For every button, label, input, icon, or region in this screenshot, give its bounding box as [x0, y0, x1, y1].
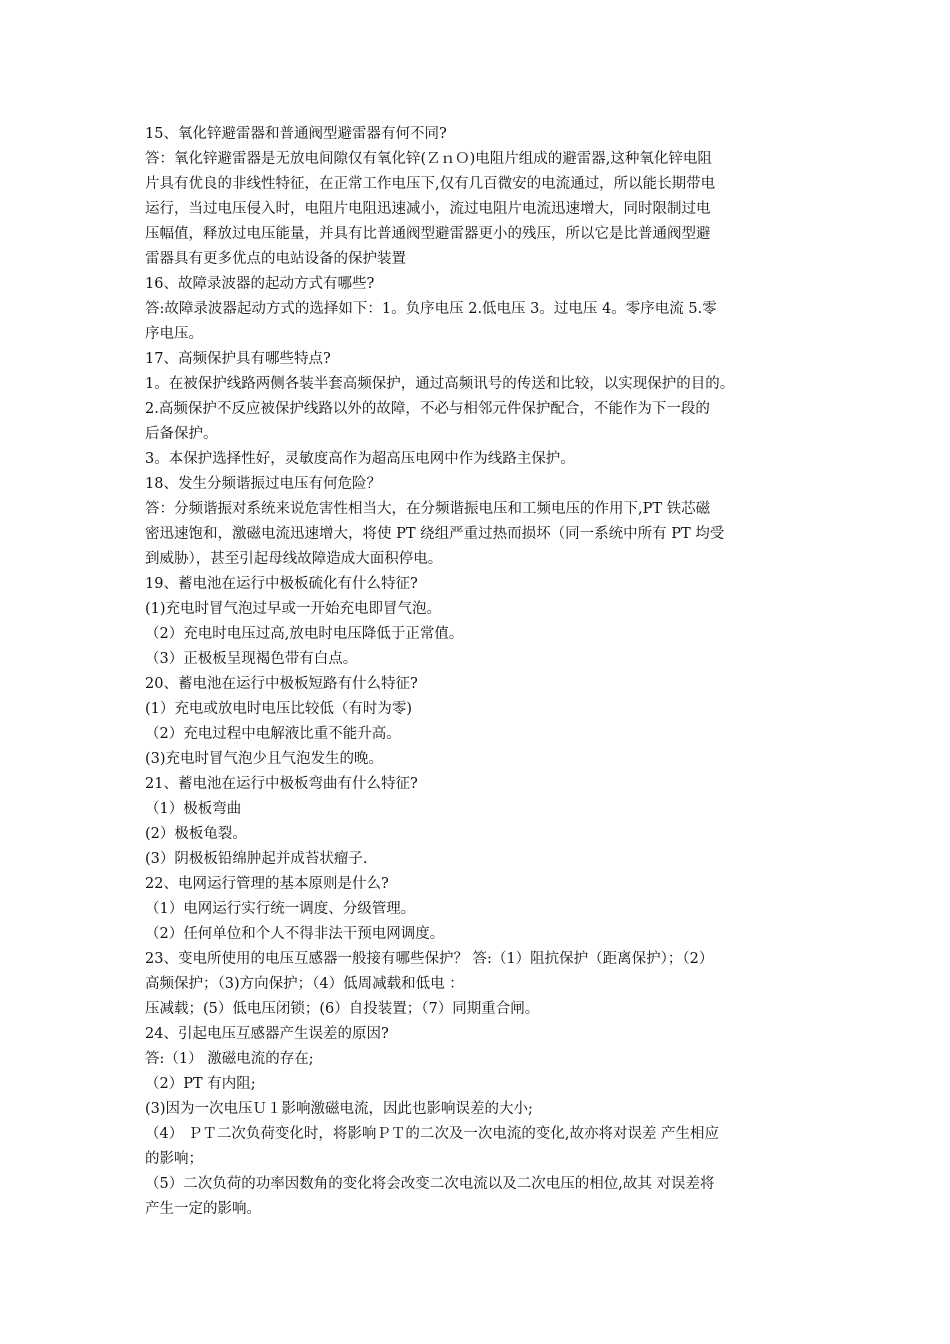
text-line: 压幅值，释放过电压能量，并具有比普通阀型避雷器更小的残压，所以它是比普通阀型避 — [145, 226, 711, 242]
text-line: 15、氧化锌避雷器和普通阀型避雷器有何不同? — [145, 126, 447, 142]
text-line: (3)因为一次电压Ｕ１影响激磁电流，因此也影响误差的大小; — [145, 1101, 533, 1117]
text-line: 产生一定的影响。 — [145, 1201, 261, 1217]
text-line: （3）正极板呈现褐色带有白点。 — [145, 651, 358, 667]
text-line: (1）充电或放电时电压比较低（有时为零) — [145, 701, 413, 717]
text-line: 3。本保护选择性好，灵敏度高作为超高压电网中作为线路主保护。 — [145, 451, 575, 467]
text-line: 2.高频保护不反应被保护线路以外的故障，不必与相邻元件保护配合，不能作为下一段的 — [145, 401, 710, 417]
text-line: 19、蓄电池在运行中极板硫化有什么特征? — [145, 576, 418, 592]
text-line: 雷器具有更多优点的电站设备的保护装置 — [145, 251, 406, 267]
text-line: （2）PT 有内阻; — [145, 1076, 256, 1092]
text-line: (3）阴极板铅绵肿起并成苔状瘤子. — [145, 851, 368, 867]
text-line: 后备保护。 — [145, 426, 218, 442]
text-line: 21、蓄电池在运行中极板弯曲有什么特征? — [145, 776, 418, 792]
text-line: （2）任何单位和个人不得非法干预电网调度。 — [145, 926, 445, 942]
text-line: (2）极板龟裂。 — [145, 826, 247, 842]
text-line: 22、电网运行管理的基本原则是什么? — [145, 876, 389, 892]
text-line: 24、引起电压互感器产生误差的原因? — [145, 1026, 389, 1042]
text-line: 1。在被保护线路两侧各装半套高频保护，通过高频讯号的传送和比较，以实现保护的目的。 — [145, 376, 735, 392]
text-line: 到威胁），甚至引起母线故障造成大面积停电。 — [145, 551, 443, 567]
text-line: 答：分频谐振对系统来说危害性相当大，在分频谐振电压和工频电压的作用下,PT 铁芯磁 — [145, 501, 711, 517]
text-line: (3)充电时冒气泡少且气泡发生的晚。 — [145, 751, 384, 767]
text-line: 高频保护；（3)方向保护；（4）低周减载和低电 ： — [145, 976, 464, 992]
text-line: 序电压。 — [145, 326, 203, 342]
text-line: 16、故障录波器的起动方式有哪些? — [145, 276, 375, 292]
text-line: （4） ＰＴ二次负荷变化时，将影响ＰＴ的二次及一次电流的变化,故亦将对误差 产生相应 — [145, 1126, 720, 1142]
text-line: 20、蓄电池在运行中极板短路有什么特征? — [145, 676, 418, 692]
text-line: 运行，当过电压侵入时，电阻片电阻迅速减小，流过电阻片电流迅速增大，同时限制过电 — [145, 201, 711, 217]
text-line: 的影响； — [145, 1151, 203, 1167]
text-line: （5）二次负荷的功率因数角的变化将会改变二次电流以及二次电压的相位,故其 对误差将 — [145, 1176, 715, 1192]
text-line: 压减载；(5）低电压闭锁；(6）自投装置；（7）同期重合闸。 — [145, 1001, 540, 1017]
text-line: （1）电网运行实行统一调度、分级管理。 — [145, 901, 416, 917]
text-line: 23、变电所使用的电压互感器一般接有哪些保护？ 答:（1）阻抗保护（距离保护）；（2） — [145, 951, 714, 967]
text-line: （1）极板弯曲 — [145, 801, 242, 817]
text-line: 答：氧化锌避雷器是无放电间隙仅有氧化锌(ＺｎＯ)电阻片组成的避雷器,这种氧化锌电阻 — [145, 151, 712, 167]
document-body — [145, 122, 820, 1222]
text-line: 片具有优良的非线性特征，在正常工作电压下,仅有几百微安的电流通过，所以能长期带电 — [145, 176, 716, 192]
text-line: 17、高频保护具有哪些特点? — [145, 351, 331, 367]
text-line: 答:（1） 激磁电流的存在; — [145, 1051, 314, 1067]
text-line: (1)充电时冒气泡过早或一开始充电即冒气泡。 — [145, 601, 442, 617]
text-line: 答:故障录波器起动方式的选择如下：1。负序电压 2.低电压 3。过电压 4。零序电流 5.零 — [145, 301, 717, 317]
text-line: （2）充电过程中电解液比重不能升高。 — [145, 726, 401, 742]
text-line: 18、发生分频谐振过电压有何危险？ — [145, 476, 381, 492]
text-line: （2）充电时电压过高,放电时电压降低于正常值。 — [145, 626, 464, 642]
text-line: 密迅速饱和，激磁电流迅速增大，将使 PT 绕组严重过热而损坏（同一系统中所有 PT 均受 — [145, 526, 725, 542]
